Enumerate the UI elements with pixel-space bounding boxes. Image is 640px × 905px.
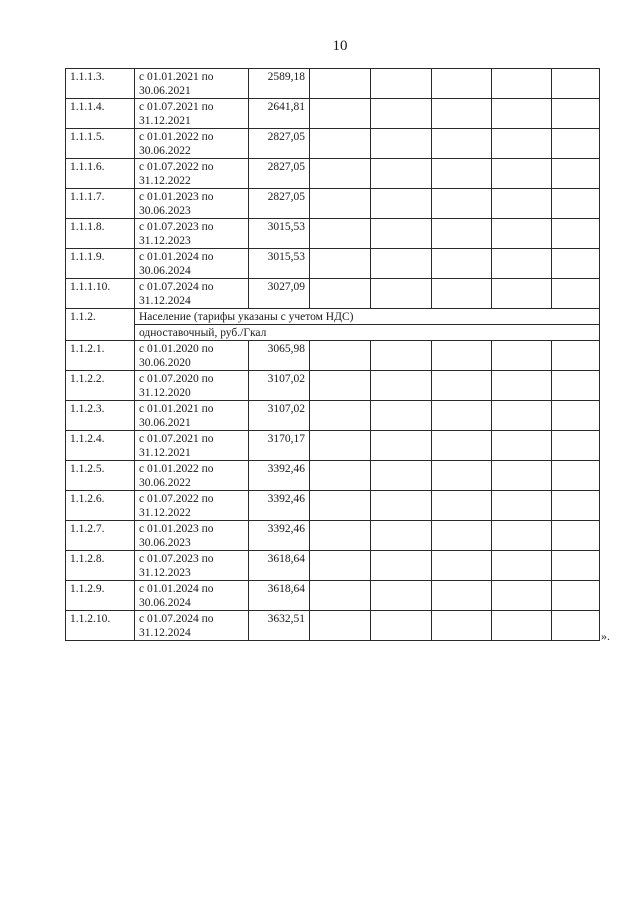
table-row — [66, 69, 600, 99]
empty-cell — [432, 401, 492, 431]
empty-cell — [492, 189, 552, 219]
empty-cell — [432, 431, 492, 461]
empty-cell — [310, 99, 371, 129]
row-code: 1.1.1.8. — [66, 219, 135, 249]
row-tariff-value: 3027,09 — [249, 279, 310, 309]
row-period: с 01.07.2024 по 31.12.2024 — [135, 279, 249, 309]
empty-cell — [310, 249, 371, 279]
empty-cell — [371, 279, 432, 309]
empty-cell — [432, 159, 492, 189]
empty-cell — [310, 279, 371, 309]
empty-cell — [492, 491, 552, 521]
empty-cell — [432, 371, 492, 401]
table-row — [66, 219, 600, 249]
empty-cell — [552, 219, 600, 249]
row-code: 1.1.2.7. — [66, 521, 135, 551]
table-row — [66, 401, 600, 431]
row-tariff-value: 3618,64 — [249, 551, 310, 581]
empty-cell — [492, 461, 552, 491]
row-period: с 01.07.2022 по 31.12.2022 — [135, 159, 249, 189]
table-row — [66, 461, 600, 491]
empty-cell — [492, 219, 552, 249]
row-period: с 01.07.2020 по 31.12.2020 — [135, 371, 249, 401]
empty-cell — [552, 491, 600, 521]
empty-cell — [492, 249, 552, 279]
empty-cell — [432, 189, 492, 219]
table-row — [66, 159, 600, 189]
closing-quote: ». — [601, 629, 610, 643]
row-code: 1.1.2.1. — [66, 341, 135, 371]
empty-cell — [552, 461, 600, 491]
table-row — [66, 581, 600, 611]
row-period: с 01.01.2024 по 30.06.2024 — [135, 249, 249, 279]
table-row — [66, 521, 600, 551]
row-tariff-value: 2641,81 — [249, 99, 310, 129]
empty-cell — [432, 491, 492, 521]
table-row — [66, 129, 600, 159]
empty-cell — [310, 341, 371, 371]
empty-cell — [552, 431, 600, 461]
empty-cell — [371, 521, 432, 551]
empty-cell — [492, 371, 552, 401]
empty-cell — [371, 129, 432, 159]
row-tariff-value: 2827,05 — [249, 189, 310, 219]
empty-cell — [432, 341, 492, 371]
table-row — [66, 491, 600, 521]
empty-cell — [432, 521, 492, 551]
empty-cell — [432, 129, 492, 159]
empty-cell — [492, 431, 552, 461]
row-period: с 01.07.2021 по 31.12.2021 — [135, 431, 249, 461]
table-row — [66, 189, 600, 219]
row-code: 1.1.1.5. — [66, 129, 135, 159]
empty-cell — [371, 491, 432, 521]
row-period: с 01.01.2020 по 30.06.2020 — [135, 341, 249, 371]
row-code: 1.1.2.4. — [66, 431, 135, 461]
empty-cell — [492, 581, 552, 611]
row-period: с 01.07.2022 по 31.12.2022 — [135, 491, 249, 521]
empty-cell — [552, 129, 600, 159]
empty-cell — [310, 371, 371, 401]
table-row — [66, 551, 600, 581]
empty-cell — [492, 521, 552, 551]
empty-cell — [492, 551, 552, 581]
row-code: 1.1.2.5. — [66, 461, 135, 491]
empty-cell — [432, 611, 492, 641]
row-code: 1.1.2.2. — [66, 371, 135, 401]
row-period: с 01.01.2023 по 30.06.2023 — [135, 521, 249, 551]
empty-cell — [310, 219, 371, 249]
empty-cell — [310, 69, 371, 99]
empty-cell — [552, 159, 600, 189]
empty-cell — [432, 69, 492, 99]
empty-cell — [310, 491, 371, 521]
row-period: с 01.07.2023 по 31.12.2023 — [135, 551, 249, 581]
empty-cell — [371, 99, 432, 129]
table-row — [66, 99, 600, 129]
empty-cell — [432, 219, 492, 249]
empty-cell — [310, 189, 371, 219]
row-code: 1.1.1.9. — [66, 249, 135, 279]
page-number: 10 — [332, 38, 348, 54]
empty-cell — [371, 401, 432, 431]
row-tariff-value: 3392,46 — [249, 461, 310, 491]
empty-cell — [371, 159, 432, 189]
tariff-rows-other — [66, 69, 600, 309]
empty-cell — [371, 461, 432, 491]
empty-cell — [310, 129, 371, 159]
table-row — [66, 371, 600, 401]
section-header-row — [66, 309, 600, 325]
empty-cell — [492, 401, 552, 431]
empty-cell — [371, 249, 432, 279]
empty-cell — [552, 581, 600, 611]
section-population — [66, 309, 600, 341]
section-title: Население (тарифы указаны с учетом НДС) — [135, 309, 600, 325]
table-row — [66, 279, 600, 309]
empty-cell — [552, 249, 600, 279]
tariff-rows-population — [66, 341, 600, 641]
empty-cell — [552, 401, 600, 431]
empty-cell — [432, 279, 492, 309]
empty-cell — [552, 551, 600, 581]
row-period: с 01.07.2021 по 31.12.2021 — [135, 99, 249, 129]
row-tariff-value: 3392,46 — [249, 491, 310, 521]
empty-cell — [552, 69, 600, 99]
empty-cell — [310, 611, 371, 641]
empty-cell — [371, 581, 432, 611]
row-tariff-value: 3065,98 — [249, 341, 310, 371]
empty-cell — [552, 371, 600, 401]
empty-cell — [492, 611, 552, 641]
row-period: с 01.01.2024 по 30.06.2024 — [135, 581, 249, 611]
row-tariff-value: 3015,53 — [249, 219, 310, 249]
section-subheader-row — [66, 325, 600, 341]
empty-cell — [432, 551, 492, 581]
row-tariff-value: 2827,05 — [249, 159, 310, 189]
empty-cell — [552, 611, 600, 641]
row-code: 1.1.1.6. — [66, 159, 135, 189]
row-tariff-value: 2589,18 — [249, 69, 310, 99]
empty-cell — [310, 581, 371, 611]
row-tariff-value: 3618,64 — [249, 581, 310, 611]
row-tariff-value: 2827,05 — [249, 129, 310, 159]
section-subtitle: одноставочный, руб./Гкал — [135, 325, 600, 341]
empty-cell — [310, 461, 371, 491]
empty-cell — [552, 279, 600, 309]
row-tariff-value: 3107,02 — [249, 401, 310, 431]
row-code: 1.1.1.10. — [66, 279, 135, 309]
row-code: 1.1.1.4. — [66, 99, 135, 129]
row-period: с 01.01.2021 по 30.06.2021 — [135, 69, 249, 99]
empty-cell — [492, 129, 552, 159]
empty-cell — [371, 219, 432, 249]
empty-cell — [432, 461, 492, 491]
row-tariff-value: 3015,53 — [249, 249, 310, 279]
row-period: с 01.01.2023 по 30.06.2023 — [135, 189, 249, 219]
empty-cell — [432, 249, 492, 279]
row-tariff-value: 3392,46 — [249, 521, 310, 551]
empty-cell — [310, 159, 371, 189]
empty-cell — [492, 279, 552, 309]
row-code: 1.1.2.6. — [66, 491, 135, 521]
row-code: 1.1.1.3. — [66, 69, 135, 99]
empty-cell — [371, 551, 432, 581]
row-period: с 01.07.2023 по 31.12.2023 — [135, 219, 249, 249]
empty-cell — [371, 341, 432, 371]
row-period: с 01.01.2022 по 30.06.2022 — [135, 129, 249, 159]
empty-cell — [492, 159, 552, 189]
row-code: 1.1.2.10. — [66, 611, 135, 641]
row-code: 1.1.2.9. — [66, 581, 135, 611]
empty-cell — [310, 521, 371, 551]
tariff-table — [65, 68, 600, 641]
empty-cell — [371, 189, 432, 219]
section-code: 1.1.2. — [66, 309, 135, 341]
empty-cell — [552, 99, 600, 129]
empty-cell — [492, 99, 552, 129]
table-row — [66, 611, 600, 641]
empty-cell — [371, 431, 432, 461]
row-tariff-value: 3632,51 — [249, 611, 310, 641]
row-code: 1.1.2.3. — [66, 401, 135, 431]
empty-cell — [492, 69, 552, 99]
empty-cell — [310, 431, 371, 461]
empty-cell — [492, 341, 552, 371]
empty-cell — [310, 551, 371, 581]
row-code: 1.1.2.8. — [66, 551, 135, 581]
row-tariff-value: 3170,17 — [249, 431, 310, 461]
row-tariff-value: 3107,02 — [249, 371, 310, 401]
empty-cell — [310, 401, 371, 431]
empty-cell — [432, 99, 492, 129]
row-code: 1.1.1.7. — [66, 189, 135, 219]
empty-cell — [552, 521, 600, 551]
row-period: с 01.07.2024 по 31.12.2024 — [135, 611, 249, 641]
table-row — [66, 341, 600, 371]
empty-cell — [552, 189, 600, 219]
empty-cell — [552, 341, 600, 371]
row-period: с 01.01.2021 по 30.06.2021 — [135, 401, 249, 431]
row-period: с 01.01.2022 по 30.06.2022 — [135, 461, 249, 491]
empty-cell — [371, 611, 432, 641]
table-row — [66, 431, 600, 461]
empty-cell — [432, 581, 492, 611]
empty-cell — [371, 371, 432, 401]
table-row — [66, 249, 600, 279]
empty-cell — [371, 69, 432, 99]
